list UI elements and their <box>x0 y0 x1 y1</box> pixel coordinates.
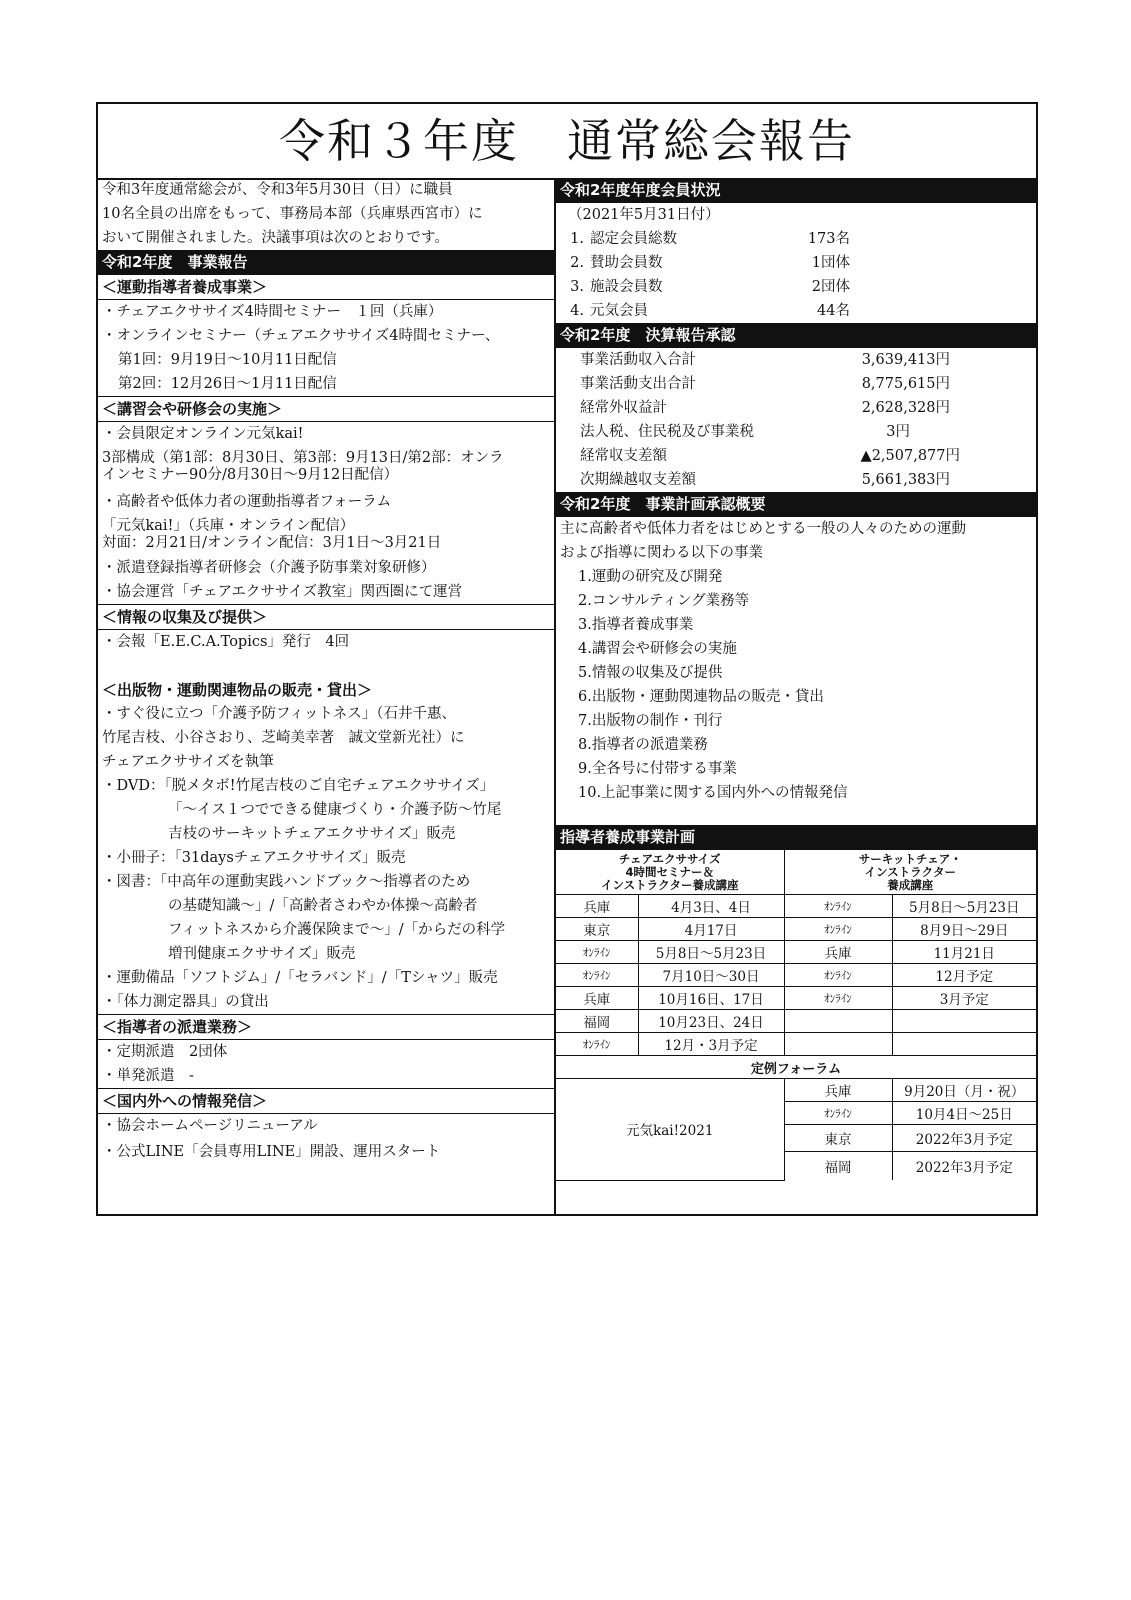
global-line: ・協会ホームページリニューアル <box>102 1118 318 1134</box>
workshops-line: ・高齢者や低体力者の運動指導者フォーラム <box>102 494 392 510</box>
finance-label: 事業活動収入合計 <box>580 352 696 368</box>
publications-line: ・DVD：「脱メタボ!竹尾吉枝のご自宅チェアエクササイズ」 <box>102 778 495 794</box>
workshops-block <box>98 446 554 490</box>
plan-heading: 令和2年度 事業計画承認概要 <box>556 492 1036 517</box>
place-cell: ｵﾝﾗｲﾝ <box>784 895 892 918</box>
place-cell: ｵﾝﾗｲﾝ <box>556 941 638 964</box>
plan-item: 4.講習会や研修会の実施 <box>578 641 737 657</box>
right-column <box>556 178 1036 1214</box>
publications-line: 竹尾吉枝、小谷さおり、芝崎美幸著 誠文堂新光社）に <box>102 730 465 746</box>
finance-label: 事業活動支出合計 <box>580 376 696 392</box>
table-row <box>556 895 1036 918</box>
finance-value: 5,661,383円 <box>861 472 950 488</box>
table-row <box>556 987 1036 1010</box>
publications-line: 「～イス１つでできる健康づくり・介護予防～竹尾 <box>168 802 502 818</box>
date-cell: 5月8日～5月23日 <box>892 895 1036 918</box>
plan-intro: 主に高齢者や低体力者をはじめとする一般の人々のための運動 <box>560 521 966 537</box>
row-label: 施設会員数 <box>590 279 663 295</box>
row-number: 4. <box>570 303 584 319</box>
membership-heading: 令和2年度年度会員状況 <box>556 178 1036 203</box>
date-cell: 5月8日～5月23日 <box>638 941 784 964</box>
plan-item: 3.指導者養成事業 <box>578 617 694 633</box>
global-heading: ＜国内外への情報発信＞ <box>98 1089 554 1114</box>
publications-heading: ＜出版物・運動関連物品の販売・貸出＞ <box>102 681 373 699</box>
publications-line: ・図書：「中高年の運動実践ハンドブック～指導者のため <box>102 874 471 890</box>
finance-row <box>556 348 1036 372</box>
date-cell: 12月予定 <box>892 964 1036 987</box>
publications-line: 増刊健康エクササイズ」販売 <box>168 946 356 962</box>
training-line: 第1回：9月19日～10月11日配信 <box>118 352 337 368</box>
place-cell: ｵﾝﾗｲﾝ <box>784 918 892 941</box>
forum-name: 元気kai!2021 <box>556 1079 784 1181</box>
publications-line: の基礎知識～」/「高齢者さわやか体操～高齢者 <box>168 898 478 914</box>
place-cell: 福岡 <box>784 1152 892 1181</box>
global-line: ・公式LINE「会員専用LINE」開設、運用スタート <box>102 1144 441 1160</box>
table-row <box>556 941 1036 964</box>
row-number: 2. <box>570 255 584 271</box>
workshops-line: 3部構成（第1部：8月30日、第3部：9月13日/第2部：オンラ <box>102 450 504 466</box>
place-cell: ｵﾝﾗｲﾝ <box>784 964 892 987</box>
date-cell: 10月23日、24日 <box>638 1010 784 1033</box>
finance-value: 3,639,413円 <box>861 352 950 368</box>
place-cell: 福岡 <box>556 1010 638 1033</box>
membership-row <box>556 227 1036 251</box>
finance-row <box>556 444 1036 468</box>
publications-line: ・「体力測定器具」の貸出 <box>98 990 554 1015</box>
place-cell: 兵庫 <box>556 895 638 918</box>
place-cell: ｵﾝﾗｲﾝ <box>556 964 638 987</box>
plan-item: 10.上記事業に関する国内外への情報発信 <box>578 785 848 801</box>
plan-item: 6.出版物・運動関連物品の販売・貸出 <box>578 689 824 705</box>
dispatch-line: ・定期派遣 2団体 <box>102 1044 228 1060</box>
row-value: 44名 <box>817 303 850 319</box>
row-label: 元気会員 <box>590 303 648 319</box>
place-cell: ｵﾝﾗｲﾝ <box>784 987 892 1010</box>
finance-label: 経常収支差額 <box>580 448 667 464</box>
table-row <box>556 918 1036 941</box>
table-row <box>556 964 1036 987</box>
training-line: ・チェアエクササイズ4時間セミナー １回（兵庫） <box>102 304 443 320</box>
finance-row <box>556 420 1036 444</box>
report-frame <box>96 102 1038 1216</box>
workshops-line: ・協会運営「チェアエクササイズ教室」関西圏にて運営 <box>98 580 554 605</box>
place-cell: 兵庫 <box>556 987 638 1010</box>
finance-label: 法人税、住民税及び事業税 <box>580 424 754 440</box>
row-value: 2団体 <box>811 279 850 295</box>
workshops-heading: ＜講習会や研修会の実施＞ <box>98 397 554 422</box>
row-label: 認定会員総数 <box>590 231 677 247</box>
date-cell: 4月17日 <box>638 918 784 941</box>
intro-line: 令和3年度通常総会が、令和3年5月30日（日）に職員 <box>102 182 453 198</box>
schedule-header-row <box>556 850 1036 895</box>
date-cell: 2022年3月予定 <box>892 1152 1036 1181</box>
publications-line: ・すぐ役に立つ「介護予防フィットネス」（石井千惠、 <box>102 706 456 722</box>
place-cell <box>784 1033 892 1056</box>
place-cell: 東京 <box>556 918 638 941</box>
membership-date: （2021年5月31日付） <box>568 207 720 223</box>
date-cell: 9月20日（月・祝） <box>892 1079 1036 1102</box>
publications-line: フィットネスから介護保険まで～」/「からだの科学 <box>168 922 506 938</box>
workshops-block <box>98 514 554 556</box>
forum-header-row <box>556 1056 1036 1079</box>
finance-value: ▲2,507,877円 <box>860 448 960 464</box>
table-row <box>556 1079 1036 1102</box>
date-cell: 7月10日～30日 <box>638 964 784 987</box>
page-title: 令和３年度 通常総会報告 <box>98 104 1036 180</box>
place-cell: ｵﾝﾗｲﾝ <box>784 1102 892 1125</box>
row-value: 1団体 <box>811 255 850 271</box>
membership-row <box>556 299 1036 323</box>
plan-intro: および指導に関わる以下の事業 <box>560 545 763 561</box>
plan-item: 7.出版物の制作・刊行 <box>578 713 723 729</box>
date-cell: 8月9日～29日 <box>892 918 1036 941</box>
finance-value: 2,628,328円 <box>861 400 950 416</box>
circuit-course-header: サーキットチェア・ インストラクター 養成講座 <box>784 850 1036 895</box>
date-cell: 10月16日、17日 <box>638 987 784 1010</box>
info-heading: ＜情報の収集及び提供＞ <box>98 605 554 630</box>
plan-item: 9.全各号に付帯する事業 <box>578 761 737 777</box>
publications-line: ・小冊子：「31daysチェアエクササイズ」販売 <box>102 850 406 866</box>
date-cell: 11月21日 <box>892 941 1036 964</box>
date-cell: 12月・3月予定 <box>638 1033 784 1056</box>
row-label: 賛助会員数 <box>590 255 663 271</box>
dispatch-line: ・単発派遣 - <box>98 1064 554 1089</box>
workshops-line: ・会員限定オンライン元気kai! <box>102 426 304 442</box>
schedule-table <box>556 850 1036 1181</box>
membership-row <box>556 275 1036 299</box>
table-row <box>556 1010 1036 1033</box>
finance-row <box>556 396 1036 420</box>
date-cell <box>892 1033 1036 1056</box>
left-column <box>98 178 556 1214</box>
schedule-heading: 指導者養成事業計画 <box>556 825 1036 850</box>
finance-label: 次期繰越収支差額 <box>580 472 696 488</box>
forum-heading: 定例フォーラム <box>556 1056 1036 1079</box>
workshops-line: 「元気kai!」（兵庫・オンライン配信） <box>102 518 355 534</box>
chair-course-header: チェアエクササイズ 4時間セミナー＆ インストラクター養成講座 <box>556 850 784 895</box>
place-cell <box>784 1010 892 1033</box>
place-cell: 兵庫 <box>784 1079 892 1102</box>
table-row <box>556 1033 1036 1056</box>
place-cell: 東京 <box>784 1125 892 1152</box>
row-number: 1. <box>570 231 584 247</box>
date-cell: 10月4日～25日 <box>892 1102 1036 1125</box>
training-line: 第2回：12月26日～1月11日配信 <box>98 372 554 397</box>
training-heading: ＜運動指導者養成事業＞ <box>98 275 554 300</box>
plan-item: 8.指導者の派遣業務 <box>578 737 708 753</box>
row-value: 173名 <box>807 231 850 247</box>
finance-row <box>556 372 1036 396</box>
publications-line: チェアエクササイズを執筆 <box>102 754 274 770</box>
intro-line: 10名全員の出席をもって、事務局本部（兵庫県西宮市）に <box>102 206 483 222</box>
workshops-line: ・派遣登録指導者研修会（介護予防事業対象研修） <box>102 560 436 576</box>
date-cell: 2022年3月予定 <box>892 1125 1036 1152</box>
intro-line: おいて開催されました。決議事項は次のとおりです。 <box>102 230 449 246</box>
publications-line: ・運動備品「ソフトジム」/「セラバンド」/「Tシャツ」販売 <box>102 970 498 986</box>
plan-item: 5.情報の収集及び提供 <box>578 665 723 681</box>
plan-item: 1.運動の研究及び開発 <box>578 569 723 585</box>
place-cell: 兵庫 <box>784 941 892 964</box>
plan-item: 2.コンサルティング業務等 <box>578 593 750 609</box>
finance-heading: 令和2年度 決算報告承認 <box>556 323 1036 348</box>
membership-row <box>556 251 1036 275</box>
date-cell <box>892 1010 1036 1033</box>
workshops-line: 対面：2月21日/オンライン配信：3月1日～3月21日 <box>102 535 442 551</box>
finance-value: 3円 <box>886 424 910 440</box>
publications-line: 吉枝のサーキットチェアエクササイズ」販売 <box>168 826 456 842</box>
training-line: ・オンラインセミナー（チェアエクササイズ4時間セミナー、 <box>102 328 500 344</box>
place-cell: ｵﾝﾗｲﾝ <box>556 1033 638 1056</box>
finance-label: 経常外収益計 <box>580 400 667 416</box>
date-cell: 4月3日、4日 <box>638 895 784 918</box>
info-line: ・会報「E.E.C.A.Topics」発行 4回 <box>102 634 350 650</box>
business-report-heading: 令和2年度 事業報告 <box>98 250 554 275</box>
row-number: 3. <box>570 279 584 295</box>
date-cell: 3月予定 <box>892 987 1036 1010</box>
finance-row <box>556 468 1036 492</box>
workshops-line: インセミナー90分/8月30日～9月12日配信） <box>102 467 399 483</box>
dispatch-heading: ＜指導者の派遣業務＞ <box>98 1015 554 1040</box>
finance-value: 8,775,615円 <box>861 376 950 392</box>
